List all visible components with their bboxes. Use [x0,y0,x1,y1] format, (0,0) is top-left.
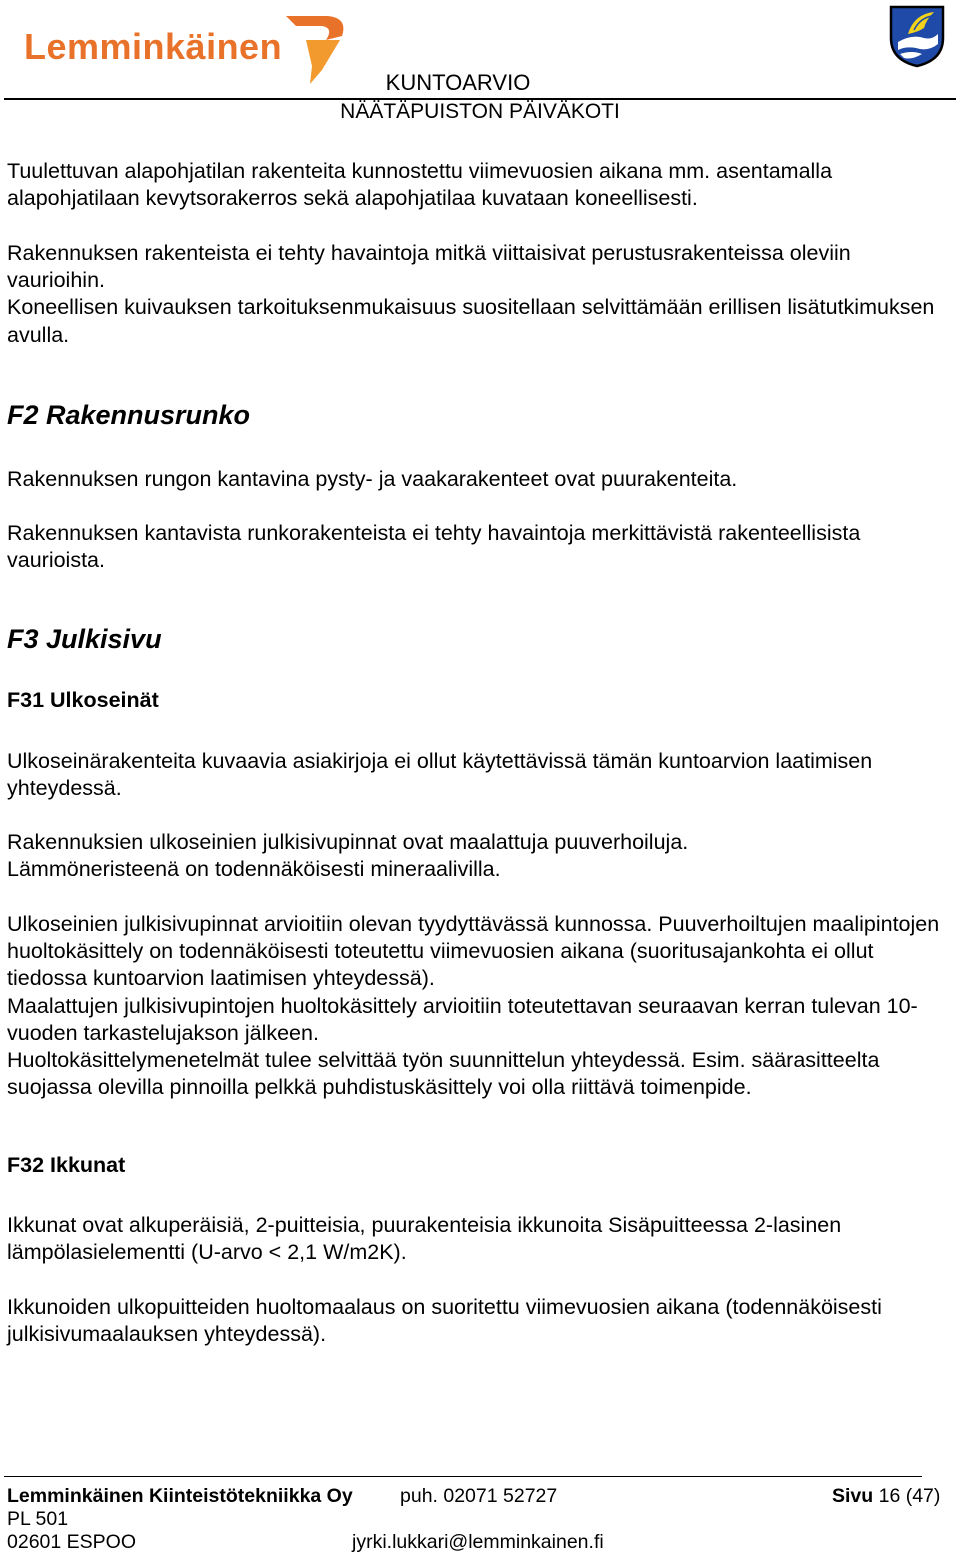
paragraph-ventilated-basefloor: Tuulettuvan alapohjatilan rakenteita kunnostettu viimevuosien aikana mm. asentamalla alapohjatilaan kevytsorakerros sekä alapohjatilaa kuvataan koneellisesti. [7,159,833,211]
paragraph-windows-maintenance: Ikkunoiden ulkopuitteiden huoltomaalaus on suoritettu viimevuosien aikana (todennäköisesti julkisivumaalauksen yhteydessä). [7,1295,882,1347]
logo-wordmark: Lemminkäinen [24,26,283,67]
footer-divider [4,1476,922,1477]
paragraph-windows-type: Ikkunat ovat alkuperäisiä, 2-puitteisia, puurakenteisia ikkunoita Sisäpuitteessa 2-lasinen lämpölasielementti (U-arvo < 2,1 W/m2K). [7,1213,842,1265]
footer-page-label: Sivu [832,1485,874,1507]
heading-f2-rakennusrunko: F2 Rakennusrunko [7,400,251,430]
footer-phone: puh. 02071 52727 [400,1485,558,1507]
footer-postal: 02601 ESPOO [7,1531,136,1553]
heading-f31-ulkoseinat: F31 Ulkoseinät [7,688,159,712]
paragraph-frame-structure: Rakennuksen rungon kantavina pysty- ja vaakarakenteet ovat puurakenteita. [7,467,738,491]
footer-po-box: PL 501 [7,1508,69,1530]
heading-f32-ikkunat: F32 Ikkunat [7,1153,126,1177]
footer-page-number: 16 (47) [878,1485,941,1507]
footer-page [832,1485,940,1508]
footer-company: Lemminkäinen Kiinteistötekniikka Oy [7,1485,353,1507]
document-title: KUNTOARVIO [385,70,531,95]
paragraph-foundation-findings: Rakennuksen rakenteista ei tehty havaintoja mitkä viittaisivat perustusrakenteissa oleviin vaurioihin. Koneellisen kuivauksen tarkoituksenmukaisuus suositellaan selvittämään erillisen lisätutkimuksen avulla. [7,241,935,347]
municipal-crest-icon [888,4,946,68]
footer-email: jyrki.lukkari@lemminkainen.fi [352,1531,604,1553]
heading-f3-julkisivu: F3 Julkisivu [7,624,162,654]
paragraph-facade-condition: Ulkoseinien julkisivupinnat arvioitiin olevan tyydyttävässä kunnossa. Puuverhoiltujen maalipintojen huoltokäsittely on todennäköisesti toteutettu viimevuosien aikana (suoritusajankohta ei ollut tiedossa kuntoarvion laatimisen yhteydessä). Maalattujen julkisivupintojen huoltokäsittely arvioitiin toteutettavan seuraavan kerran tulevan 10-vuoden tarkastelujakson jälkeen. Huoltokäsittelymenetelmät tulee selvittää työn suunnittelun yhteydessä. Esim. säärasitteelta suojassa olevilla pinnoilla pelkkä puhdistuskäsittely voi olla riittävä toimenpide. [7,912,940,1100]
document-subtitle: NÄÄTÄPUISTON PÄIVÄKOTI [340,100,620,123]
paragraph-wall-documents: Ulkoseinärakenteita kuvaavia asiakirjoja ei ollut käytettävissä tämän kuntoarvion laatimisen yhteydessä. [7,749,873,801]
paragraph-frame-findings: Rakennuksen kantavista runkorakenteista ei tehty havaintoja merkittävistä rakenteellisista vaurioista. [7,521,861,573]
paragraph-wall-cladding: Rakennuksien ulkoseinien julkisivupinnat ovat maalattuja puuverhoiluja. Lämmöneristeenä on todennäköisesti mineraalivilla. [7,830,689,882]
